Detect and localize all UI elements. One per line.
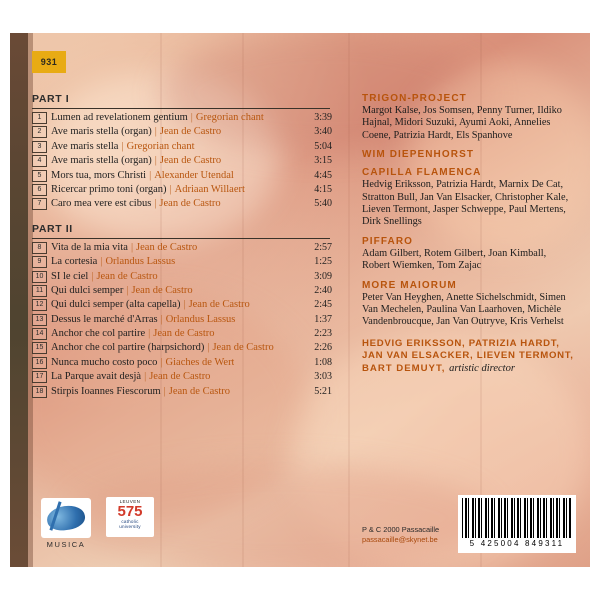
track-title-line: La cortesia | Orlandus Lassus: [51, 256, 176, 268]
track-number: 4: [32, 155, 47, 167]
track-row: [32, 371, 332, 385]
ensemble-name: MORE MAIORUM: [362, 279, 457, 291]
track-row: [32, 112, 332, 126]
track-duration: 3:40: [314, 126, 332, 138]
part-2-block: [32, 223, 332, 400]
university-logo-line1: LEUVEN: [119, 499, 141, 504]
copyright-block: [362, 525, 439, 545]
track-row: [32, 386, 332, 400]
track-row: [32, 314, 332, 328]
track-duration: 3:15: [314, 155, 332, 167]
track-title-line: Caro mea vere est cibus | Jean de Castro: [51, 198, 221, 210]
university-logo: [106, 497, 154, 537]
director-name: BART DEMUYT,: [362, 362, 446, 374]
track-title-line: Stirpis Ioannes Fiescorum | Jean de Castro: [51, 385, 230, 397]
track-number: 7: [32, 198, 47, 210]
ensemble-name: CAPILLA FLAMENCA: [362, 167, 482, 179]
track-title-line: Anchor che col partire (harpsichord) | Jean de Castro: [51, 342, 274, 354]
track-title-line: SI le ciel | Jean de Castro: [51, 270, 158, 282]
track-duration: 1:37: [314, 313, 332, 325]
university-logo-line2: 575: [117, 503, 143, 520]
track-duration: 3:39: [314, 112, 332, 123]
track-row: [32, 271, 332, 285]
track-title-line: Ave maris stella | Gregorian chant: [51, 140, 195, 152]
track-number: 14: [32, 328, 47, 340]
track-number: 5: [32, 170, 47, 182]
barcode: [458, 495, 576, 553]
track-title-line: Anchor che col partire | Jean de Castro: [51, 328, 215, 340]
ensemble-members: Margot Kalse, Jos Somsen, Penny Turner, Ildiko Hajnal, Midori Suzuki, Ayumi Aoki, Annelies Coene, Patrizia Hardt, Els Spanhove: [362, 105, 562, 141]
track-number: 15: [32, 342, 47, 354]
track-title-line: Nunca mucho costo poco | Giaches de Wert: [51, 356, 235, 368]
track-duration: 4:45: [314, 169, 332, 181]
soloists-list: HEDVIG ERIKSSON, PATRIZIA HARDT, JAN VAN ELSACKER, LIEVEN TERMONT,: [362, 337, 574, 362]
track-number: 1: [32, 112, 47, 124]
track-title-line: Lumen ad revelationem gentium | Gregorian chant: [51, 112, 264, 123]
track-row: [32, 184, 332, 198]
track-row: [32, 170, 332, 184]
musica-logo-label: MUSICA: [46, 540, 86, 549]
track-title-line: Qui dulci semper | Jean de Castro: [51, 284, 193, 296]
track-title-line: Dessus le marché d'Arras | Orlandus Lassus: [51, 313, 236, 325]
track-number: 10: [32, 271, 47, 283]
track-number: 3: [32, 141, 47, 153]
university-logo-line3: catholic: [121, 519, 139, 524]
university-logo-line4: university: [119, 524, 141, 529]
track-number: 6: [32, 184, 47, 196]
track-title-line: Vita de la mia vita | Jean de Castro: [51, 241, 198, 253]
contact-email: passacaille@skynet.be: [362, 535, 438, 544]
track-duration: 2:26: [314, 342, 332, 354]
track-row: [32, 198, 332, 212]
track-row: [32, 299, 332, 313]
part-1-rule: [32, 108, 330, 109]
track-row: [32, 242, 332, 256]
track-duration: 4:15: [314, 183, 332, 195]
track-duration: 5:40: [314, 198, 332, 210]
track-duration: 5:04: [314, 140, 332, 152]
performer-credits: [362, 93, 576, 374]
track-row: [32, 342, 332, 356]
track-duration: 2:40: [314, 284, 332, 296]
ensemble-members: Adam Gilbert, Rotem Gilbert, Joan Kimball, Robert Wiemken, Tom Zajac: [362, 247, 547, 272]
copyright-line: P & C 2000 Passacaille: [362, 525, 440, 534]
part-1-heading: PART I: [32, 93, 70, 105]
track-duration: 3:03: [314, 371, 332, 383]
ensemble-name: TRIGON-PROJECT: [362, 93, 467, 104]
track-row: [32, 141, 332, 155]
track-duration: 2:23: [314, 328, 332, 340]
track-number: 11: [32, 285, 47, 297]
part-2-heading: PART II: [32, 222, 73, 235]
track-number: 12: [32, 299, 47, 311]
musica-logo-icon: [41, 498, 91, 538]
artistic-director: [362, 363, 576, 374]
track-row: [32, 126, 332, 140]
track-title-line: Mors tua, mors Christi | Alexander Utendal: [51, 169, 234, 181]
barcode-bars: [462, 498, 572, 538]
track-title-line: La Parque avait desjà | Jean de Castro: [51, 371, 211, 383]
track-row: [32, 357, 332, 371]
catalogue-number-badge: 931: [32, 51, 66, 73]
track-number: 13: [32, 314, 47, 326]
track-number: 2: [32, 126, 47, 138]
track-row: [32, 155, 332, 169]
track-number: 9: [32, 256, 47, 268]
track-title-line: Qui dulci semper (alta capella) | Jean de Castro: [51, 299, 250, 311]
left-edge-band: [10, 33, 28, 567]
track-title-line: Ave maris stella (organ) | Jean de Castro: [51, 126, 222, 138]
track-row: [32, 328, 332, 342]
barcode-digits: 5 425004 849311: [469, 539, 565, 548]
part-2-rule: [32, 238, 330, 239]
track-duration: 3:09: [314, 270, 332, 282]
ensemble-name: WIM DIEPENHORST: [362, 149, 475, 161]
ensemble-members: Peter Van Heyghen, Anette Sichelschmidt, Simen Van Mechelen, Paulina Van Laarhoven, Michèle Vandenbroucque, Jan Van Outryve, Kris Verhelst: [362, 291, 566, 328]
track-row: [32, 285, 332, 299]
track-number: 8: [32, 242, 47, 254]
track-row: [32, 256, 332, 270]
track-duration: 2:57: [314, 241, 332, 253]
director-role: artistic director: [449, 362, 515, 374]
track-number: 16: [32, 357, 47, 369]
track-title-line: Ricercar primo toni (organ) | Adriaan Willaert: [51, 183, 245, 195]
album-back-cover: [10, 33, 590, 567]
ensemble-members: Hedvig Eriksson, Patrizia Hardt, Marnix De Cat, Stratton Bull, Jan Van Elsacker, Christopher Kale, Lieven Termont, Jasper Schweppe, Paul Mertens, Dirk Snellings: [362, 179, 569, 228]
artwork-streak-3: [348, 33, 350, 567]
musica-logo: [38, 498, 94, 549]
ensemble-name: PIFFARO: [362, 235, 414, 247]
track-number: 18: [32, 386, 47, 398]
track-duration: 5:21: [314, 385, 332, 397]
part-1-block: [32, 93, 332, 213]
track-number: 17: [32, 371, 47, 383]
track-duration: 1:08: [314, 356, 332, 368]
tracklist: [32, 93, 332, 400]
track-title-line: Ave maris stella (organ) | Jean de Castro: [51, 155, 222, 167]
track-duration: 2:45: [314, 299, 332, 311]
track-duration: 1:25: [314, 256, 332, 268]
